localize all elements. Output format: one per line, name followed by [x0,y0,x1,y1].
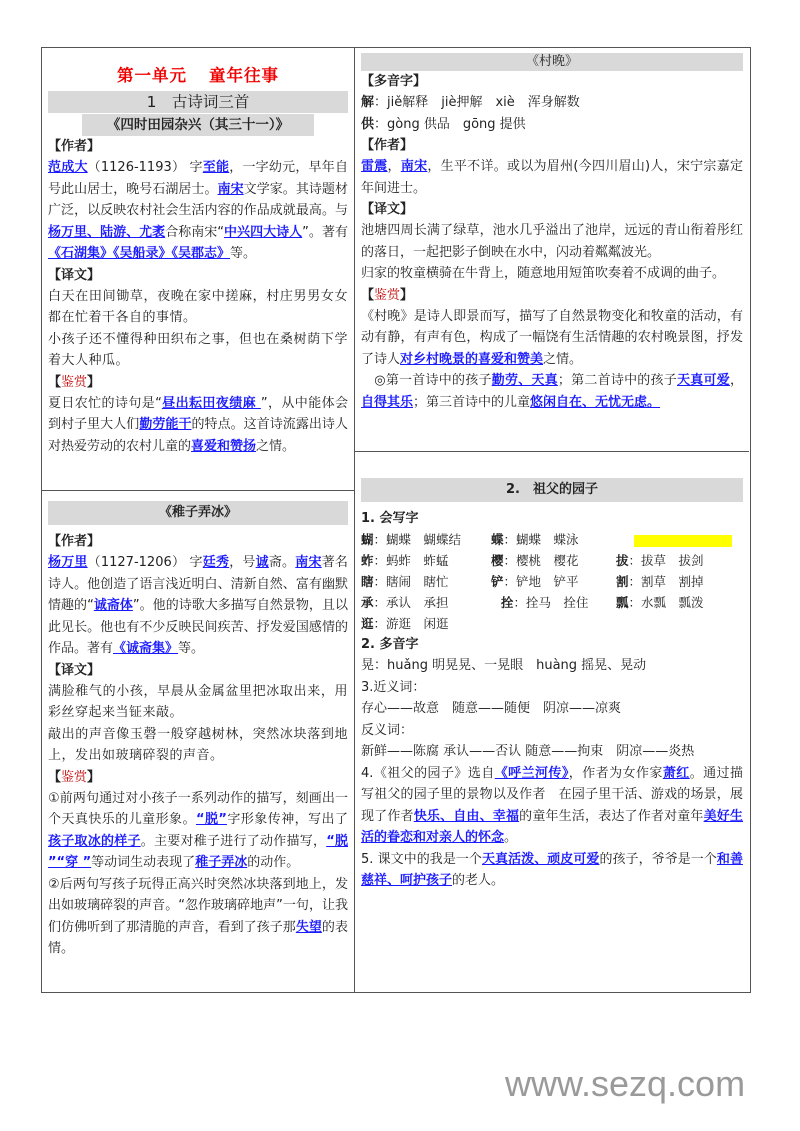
title-link[interactable]: 稚子弄冰 [195,855,248,870]
summary-link-1[interactable]: 勤劳、天真 [491,373,558,388]
summary-link-2a[interactable]: 天真可爱 [677,373,730,388]
poem3-author-text: 雷震，南宋，生平不详。或以为眉州(今四川眉山)人，宋宁宗嘉定年间进士。 [361,159,743,196]
char-row: 逛：游逛 闲逛 [361,616,449,631]
unit-name: 童年往事 [209,66,279,85]
group-name-link[interactable]: 中兴四大诗人 [224,224,303,240]
courtesy-name-link[interactable]: 廷秀 [202,555,230,570]
poem1-cell [42,48,354,490]
poem1-title: 《四时田园杂兴（其三十一）》 [82,114,314,136]
dynasty-link[interactable]: 南宋 [400,159,428,174]
poem3-title: 《村晚》 [361,53,743,71]
poem3-author-heading: 【作者】 [361,138,414,153]
author-link[interactable]: 萧红 [662,765,690,781]
works-link[interactable]: 《石湖集》《吴船录》《吴郡志》 [48,246,231,261]
theme-link[interactable]: 美好生活的眷恋和对亲人的怀念 [361,808,743,845]
watermark: www.sezq.com [505,1063,746,1104]
char-row: 承：承认 承担 拴：拴马 拴住 瓢：水瓢 瓢泼 [361,595,704,610]
phrase-link[interactable]: 孩子取冰的样子 [48,833,141,849]
poem1-translation-heading: 【译文】 [48,267,101,283]
childhood-traits-link[interactable]: 快乐、自由、幸福 [413,808,520,824]
feeling-link[interactable]: 对乡村晚景的喜爱和赞美 [400,351,544,367]
grandpa-traits-link[interactable]: 和善慈祥、呵护孩子 [361,851,743,888]
notes-table [41,47,751,993]
poem3-polyphone-heading: 【多音字】 [361,74,427,89]
polyphone-row: 解：jiě解释 jiè押解 xiè 浑身解数 [361,95,580,110]
lesson1-title: 1 古诗词三首 [48,91,348,113]
key-line-link[interactable]: 昼出耘田夜绩麻 [161,395,261,411]
polyphone-heading: 2. 多音字 [361,637,419,652]
poem2-appreciation-2: ②后两句写孩子玩得正高兴时突然冰块落到地上，发出如玻璃碎裂的声音。“忽作玻璃碎地声”一句，让我们仿佛听到了那清脆的声音，看到了孩子那失望的表情。 [48,876,348,956]
author-link[interactable]: 雷震 [361,159,388,174]
char-row: 瞎：瞎闹 瞎忙 铲：铲地 铲平 割：割草 割掉 [361,574,704,589]
poem1-appreciation-text: 夏日农忙的诗句是“昼出耘田夜绩麻 ”，从中能体会到村子里大人们勤劳能干的特点。这首诗流露出诗人对热爱劳动的农村儿童的喜爱和赞扬之情。 [48,395,348,454]
antonyms: 新鲜——陈腐 承认——否认 随意——拘束 阴凉——炎热 [361,744,695,759]
poem1-translation-line: 白天在田间锄草，夜晚在家中搓麻，村庄男男女女都在忙着干各自的事情。 [48,288,348,325]
key-word-link[interactable]: “脱” [195,812,227,827]
lesson2-title: 2. 祖父的园子 [361,478,743,502]
antonym-heading: 反义词： [361,722,414,738]
polyphone-row: 晃：huǎng 明晃晃、一晃眼 huàng 摇晃、晃动 [361,658,647,673]
poem1-appreciation-heading: 【鉴赏】 [48,374,101,390]
poem1-author-heading: 【作者】 [48,139,101,154]
poem2-translation-line: 敲出的声音像玉磬一般穿越树林，突然冰块落到地上，发出如玻璃碎裂的声音。 [48,726,348,763]
narrator-traits-link[interactable]: 天真活泼、顽皮可爱 [482,851,600,867]
highlight-mark [634,535,732,547]
left-column [42,48,354,992]
poem1-author-text: 范成大（1126-1193） 字至能，一字幼元，早年自号此山居士，晚号石湖居士。南宋文学家。其诗题材广泛，以反映农村社会生活内容的作品成就最高。与杨万里、陆游、尤袤合称南宋“中兴四大诗人”。著有《石湖集》《吴船录》《吴郡志》等。 [48,160,348,261]
summary-link-3[interactable]: 悠闲自在、无忧无虑。 [530,394,661,410]
writing-chars-heading: 1. 会写字 [361,511,419,526]
poem2-cell [42,490,354,992]
art-name-link[interactable]: 诚 [255,555,269,570]
verbs-link[interactable]: “脱 ”“穿 ” [48,833,348,870]
dynasty-link[interactable]: 南宋 [217,181,244,197]
poem2-translation-heading: 【译文】 [48,662,101,678]
unit-number: 第一单元 [117,66,187,85]
trait-link[interactable]: 勤劳能干 [139,417,192,432]
poem2-title: 《稚子弄冰》 [48,501,348,525]
lesson2-cell [355,451,749,992]
poem2-author-heading: 【作者】 [48,534,101,549]
poem2-appreciation-1: ①前两句通过对小孩子一系列动作的描写，刻画出一个天真快乐的儿童形象。“脱”字形象传神，写出了孩子取冰的样子。主要对稚子进行了动作描写，“脱 ”“穿 ”等动词生动表现了稚子弄冰的动作。 [48,790,348,870]
poem3-translation-line: 池塘四周长满了绿草，池水几乎溢出了池岸，远远的青山衔着彤红的落日，一起把影子倒映在水中，闪动着粼粼波光。 [361,223,743,260]
lesson2-point-5: 5. 课文中的我是一个天真活泼、顽皮可爱的孩子，爷爷是一个和善慈祥、呵护孩子的老人。 [361,851,743,888]
author-link[interactable]: 范成大 [48,160,88,175]
char-row: 蚱：蚂蚱 蚱蜢 樱：樱桃 樱花 拔：拔草 拔剑 [361,553,704,568]
feeling-link[interactable]: 喜爱和赞扬 [191,438,257,454]
synonyms: 存心——故意 随意——随便 阴凉——凉爽 [361,701,622,716]
poem3-translation-heading: 【译文】 [361,202,414,217]
poem3-cell [355,48,749,451]
poem1-translation-line: 小孩子还不懂得种田织布之事，但也在桑树荫下学着大人种瓜。 [48,331,348,368]
author-link[interactable]: 杨万里 [48,555,88,570]
writing-chars-grid [361,529,743,634]
summary-link-2b[interactable]: 自得其乐 [361,394,414,410]
poem3-translation-line: 归家的牧童横骑在牛背上，随意地用短笛吹奏着不成调的曲子。 [361,266,726,281]
works-link[interactable]: 《诚斋集》 [113,641,179,656]
style-name-link[interactable]: 诚斋体 [93,598,133,613]
poem3-appreciation-text: 《村晚》是诗人即景而写，描写了自然景物变化和牧童的活动，有动有静，有声有色，构成了一幅饶有生活情趣的农村晚景图，抒发了诗人对乡村晚景的喜爱和赞美之情。 [361,308,743,367]
dynasty-link[interactable]: 南宋 [295,555,322,570]
unit-title [48,62,348,88]
courtesy-name-link[interactable]: 至能 [202,160,230,175]
poem2-appreciation-heading: 【鉴赏】 [48,769,101,785]
peers-link[interactable]: 杨万里、陆游、尤袤 [48,224,166,240]
poem3-appreciation-heading: 【鉴赏】 [361,287,414,303]
lesson2-point-4: 4.《祖父的园子》选自《呼兰河传》，作者为女作家萧红。通过描写祖父的园子里的景物以及作者 在园子里干活、游戏的场景，展现了作者快乐、自由、幸福的童年生活，表达了作者对童年美好生活的眷恋和对亲人的怀念。 [361,765,743,845]
polyphone-row: 供：gòng 供品 gōng 提供 [361,116,526,132]
lesson1-summary: ◎第一首诗中的孩子勤劳、天真；第二首诗中的孩子天真可爱，自得其乐；第三首诗中的儿童悠闲自在、无忧无虑。 [361,373,743,410]
emotion-link[interactable]: 失望 [295,919,322,935]
right-column [354,48,749,992]
poem2-translation-line: 满脸稚气的小孩，早晨从金属盆里把冰取出来，用彩丝穿起来当钲来敲。 [48,683,348,720]
source-book-link[interactable]: 《呼兰河传》 [494,765,569,781]
synonym-heading: 3.近义词： [361,679,426,695]
char-row: 蝴：蝴蝶 蝴蝶结 蝶：蝴蝶 蝶泳 [361,529,743,550]
poem2-author-text: 杨万里（1127-1206） 字廷秀，号诚斋。南宋著名诗人。他创造了语言浅近明白、清新自然、富有幽默情趣的“诚斋体”。他的诗歌大多描写自然景物，且以此见长。他也有不少反映民间疾苦、抒发爱国感情的作品。著有《诚斋集》等。 [48,555,348,656]
